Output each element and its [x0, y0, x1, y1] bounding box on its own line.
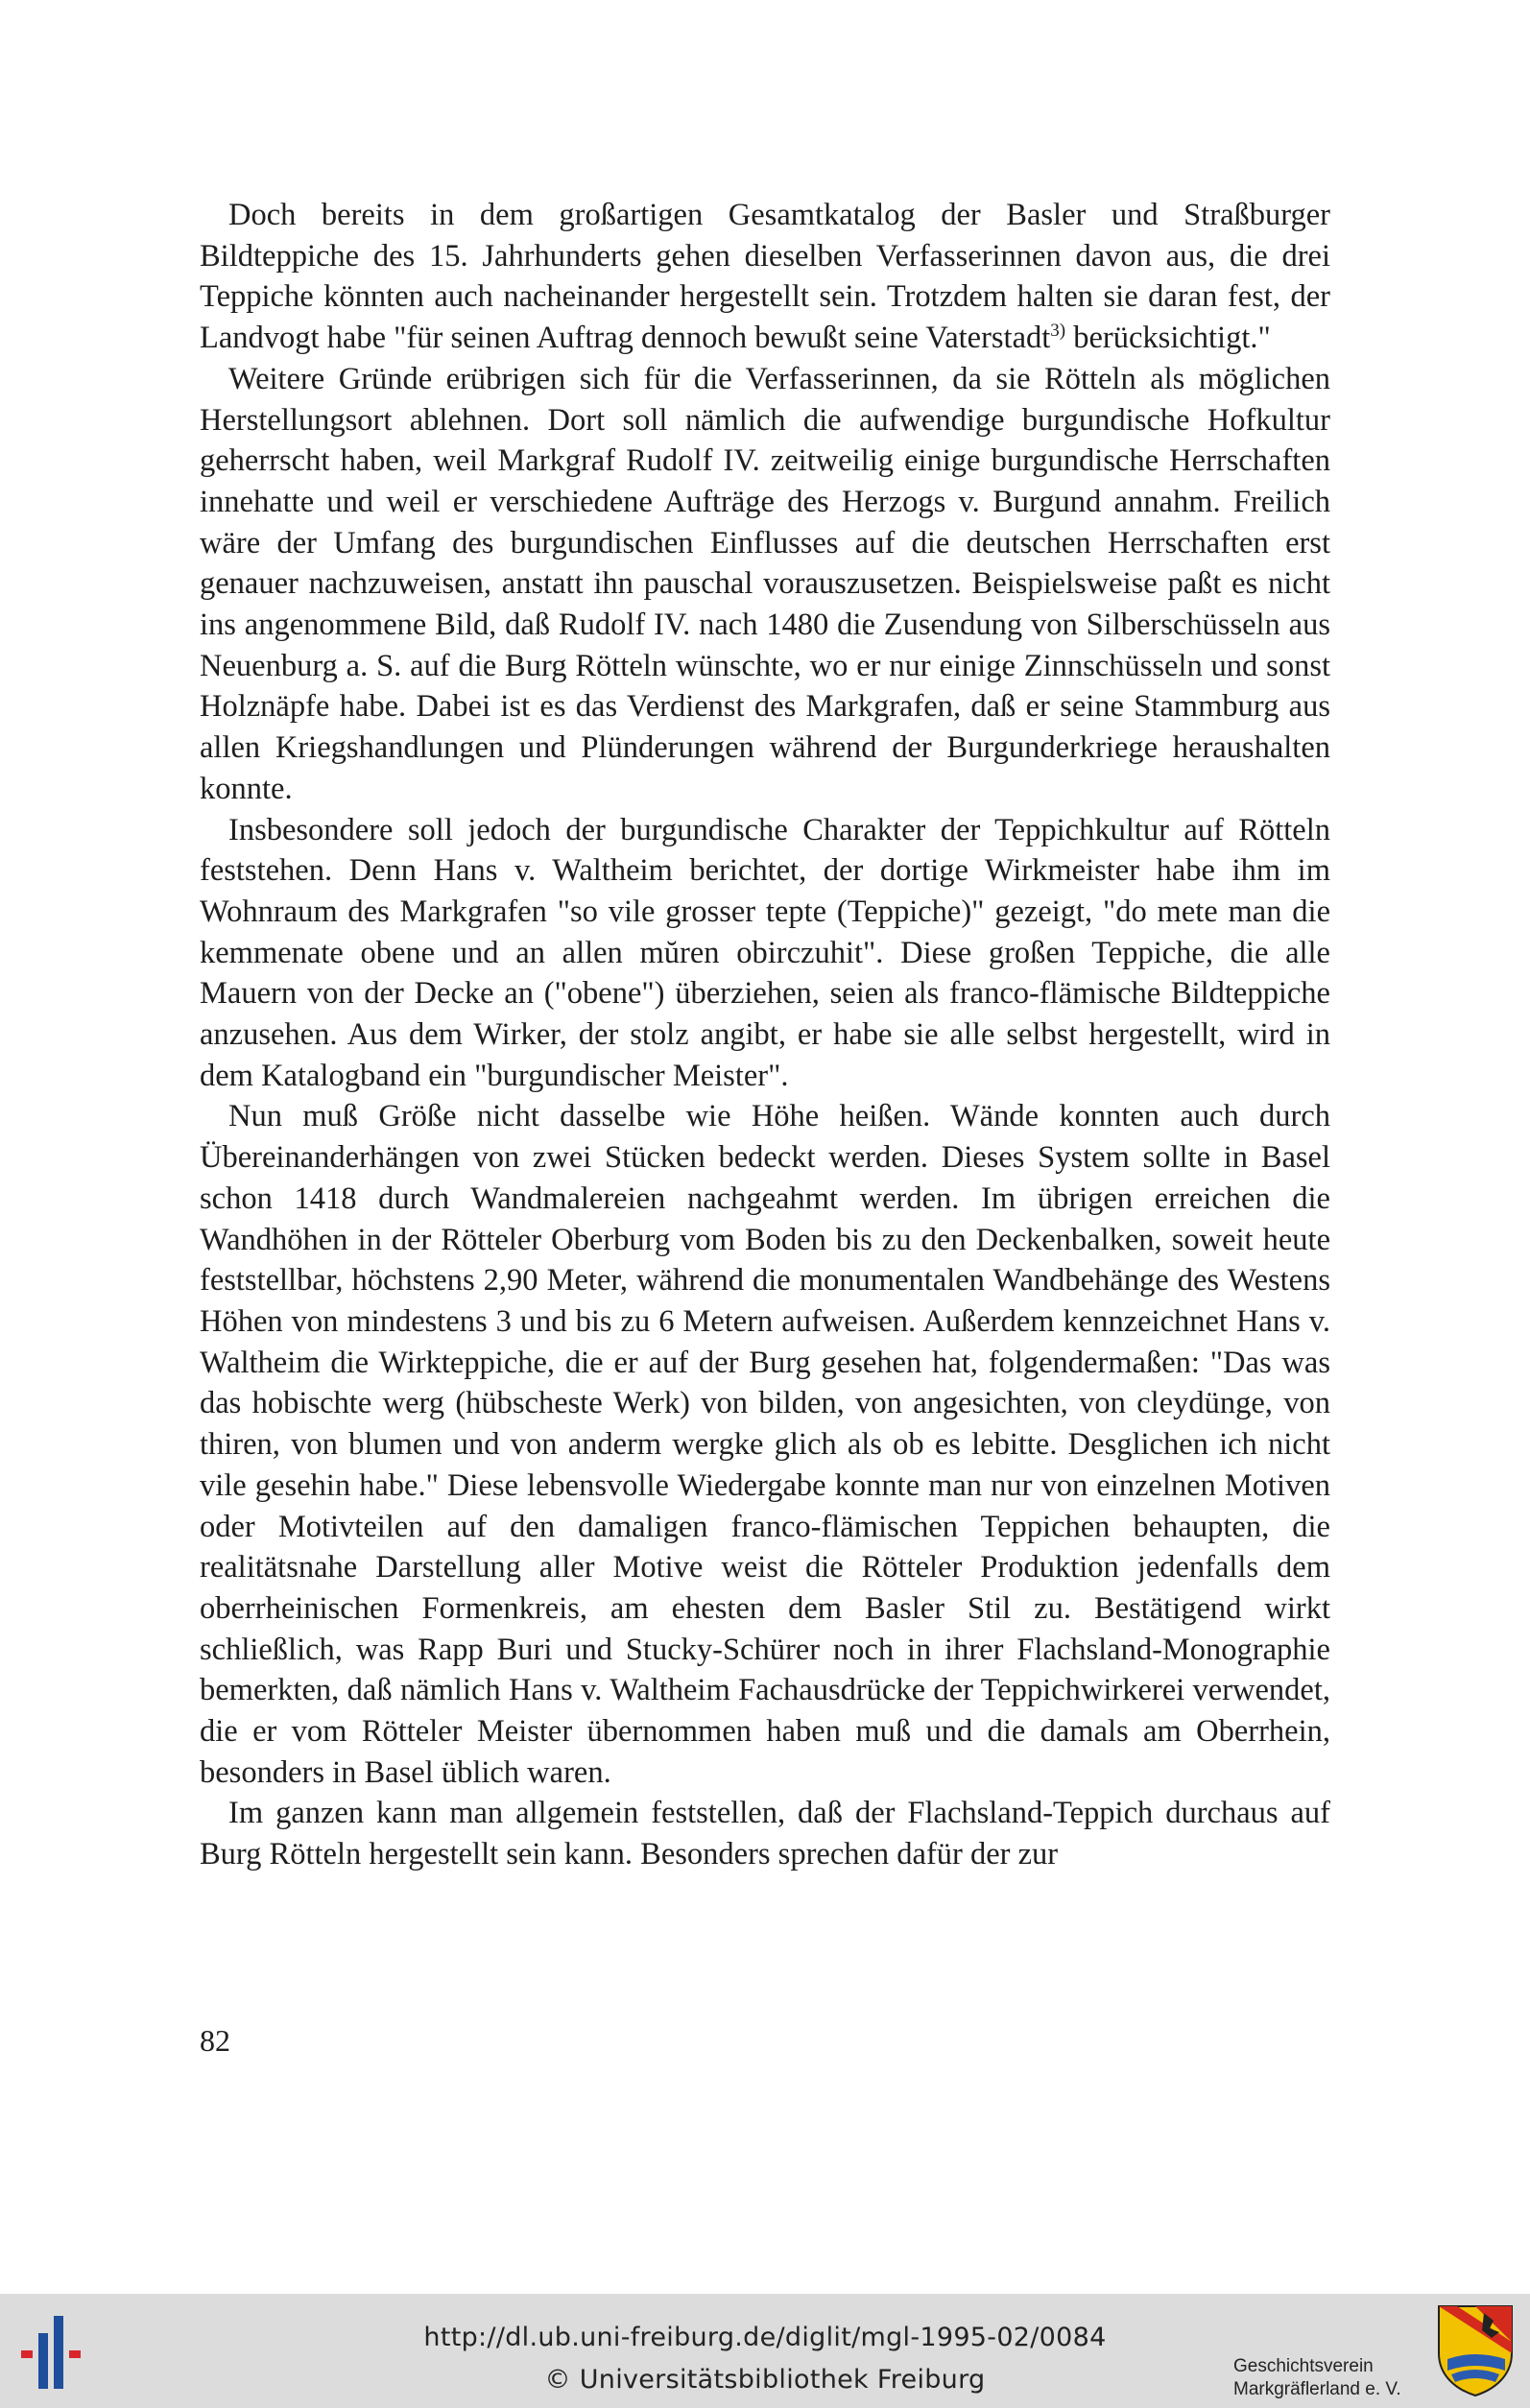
coat-of-arms-icon[interactable]	[1436, 2303, 1515, 2397]
paragraph-2: Weitere Gründe erübrigen sich für die Verfasserinnen, da sie Rötteln als möglichen Herstellungsort ablehnen. Dort soll nämlich die aufwendige burgundische Hofkultur geherrscht haben, weil Markgraf Rudolf IV. zeitweilig einige burgundische Herrschaften innehatte und weil er verschiedene Aufträge des Herzogs v. Burgund annahm. Freilich wäre der Umfang des burgundischen Einflusses auf die deutschen Herrschaften erst genauer nachzuweisen, anstatt ihn pauschal vorauszusetzen. Beispielsweise paßt es nicht ins angenommene Bild, daß Rudolf IV. nach 1480 die Zusendung von Silberschüsseln aus Neuenburg a. S. auf die Burg Rötteln wünschte, wo er nur einige Zinnschüsseln und sonst Holznäpfe habe. Dabei ist es das Verdienst des Markgrafen, daß er seine Stammburg aus allen Kriegshandlungen und Plünderungen während der Burgunderkriege heraushalten konnte.	[200, 361, 1330, 806]
page-number: 82	[200, 2023, 230, 2058]
permalink-url[interactable]: http://dl.ub.uni-freiburg.de/diglit/mgl-1995-02/0084	[423, 2323, 1107, 2352]
society-name-line-1: Geschichtsverein	[1233, 2356, 1374, 2376]
paragraph-1-text-b: berücksichtigt."	[1065, 321, 1271, 356]
society-name-line-2: Markgräflerland e. V.	[1233, 2379, 1401, 2399]
paragraph-5: Im ganzen kann man allgemein feststellen, daß der Flachsland-Teppich durchaus auf Burg Rötteln hergestellt sein kann. Besonders sprechen dafür der zur	[200, 1796, 1330, 1872]
society-name	[1233, 2355, 1401, 2401]
paragraph-4: Nun muß Größe nicht dasselbe wie Höhe heißen. Wände konnten auch durch Übereinanderhängen von zwei Stücken bedeckt werden. Dieses System sollte in Basel schon 1418 durch Wandmalereien nachgeahmt werden. Im übrigen erreichen die Wandhöhen in der Rötteler Oberburg vom Boden bis zu den Deckenbalken, soweit heute feststellbar, höchstens 2,90 Meter, während die monumentalen Wandbehänge des Westens Höhen von mindestens 3 und bis zu 6 Metern aufweisen. Außerdem kennzeichnet Hans v. Waltheim die Wirkteppiche, die er auf der Burg gesehen hat, folgendermaßen: "Das was das hobischte werg (hübscheste Werk) von bilden, von angesichten, von cleydünge, von thiren, von blumen und von anderm wergke glich als ob es lebitte. Desglichen ich nicht vile gesehin habe." Diese lebensvolle Wiedergabe konnte man nur von einzelnen Motiven oder Motivteilen auf den damaligen franco-flämischen Teppichen behaupten, die realitätsnahe Darstellung aller Motive weist die Rötteler Produktion jedenfalls dem oberrheinischen Formenkreis, am ehesten dem Basler Stil zu. Bestätigend wirkt schließlich, was Rapp Buri und Stucky-Schürer noch in ihrer Flachsland-Monographie bemerkten, daß nämlich Hans v. Waltheim Fachausdrücke der Teppichwirkerei verwendet, die er vom Rötteler Meister übernommen haben muß und die damals am Oberrhein, besonders in Basel üblich waren.	[200, 1099, 1330, 1790]
body-text	[200, 195, 1330, 1875]
copyright-notice: © Universitätsbibliothek Freiburg	[544, 2365, 986, 2395]
paragraph-1-text-a: Doch bereits in dem großartigen Gesamtkatalog der Basler und Straßburger Bildteppiche des 15. Jahrhunderts gehen dieselben Verfasserinnen davon aus, die drei Teppiche könnten auch nacheinander hergestellt sein. Trotzdem halten sie daran fest, der Landvogt habe "für seinen Auftrag dennoch bewußt seine Vaterstadt	[200, 198, 1330, 356]
footer-bar	[0, 2294, 1530, 2408]
paragraph-1	[200, 195, 1330, 359]
paragraph-3: Insbesondere soll jedoch der burgundische Charakter der Teppichkultur auf Rötteln feststehen. Denn Hans v. Waltheim berichtet, der dortige Wirkmeister habe ihm im Wohnraum des Markgrafen "so vile grosser tepte (Teppiche)" gezeigt, "do mete man die kemmenate obene und an allen mŭren obirczuhit". Diese großen Teppiche, die alle Mauern von der Decke an ("obene") überziehen, seien als franco-flämische Bildteppiche anzusehen. Aus dem Wirker, der stolz angibt, er habe sie alle selbst hergestellt, wird in dem Katalogband ein "burgundischer Meister".	[200, 812, 1330, 1093]
footnote-reference[interactable]: 3)	[1050, 321, 1066, 342]
